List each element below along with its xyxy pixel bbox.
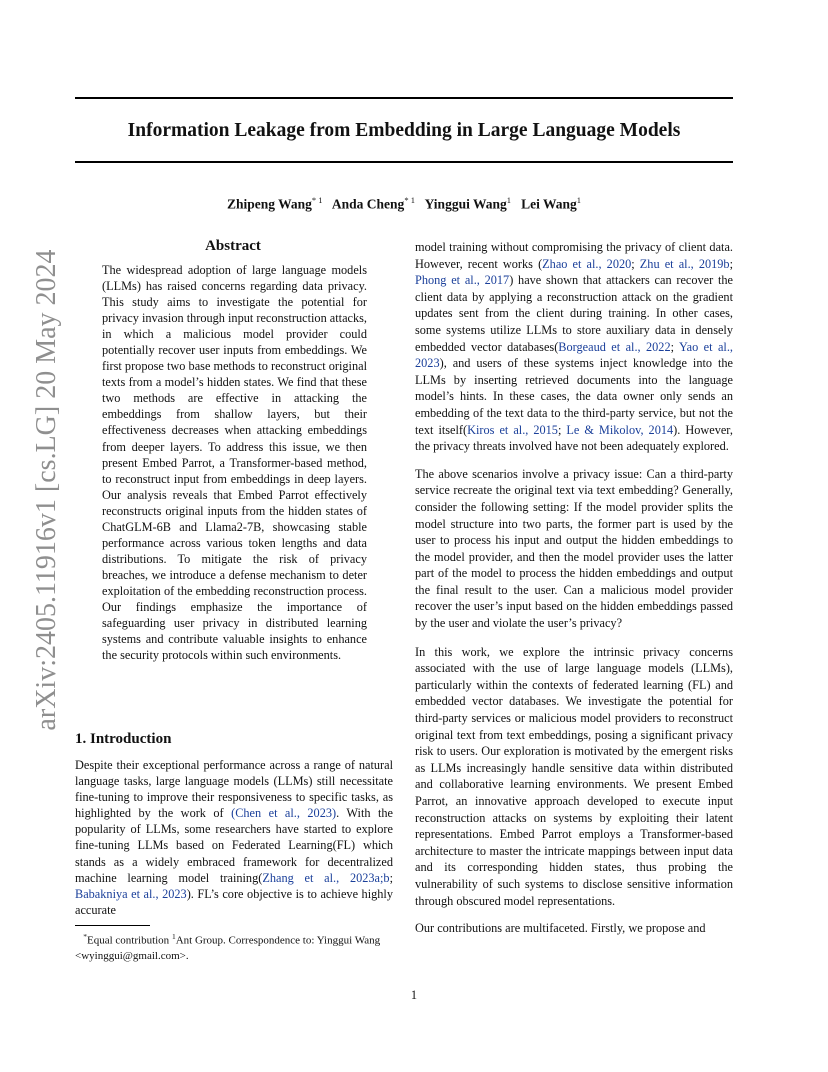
footnote-mark: 1	[171, 932, 176, 941]
paragraph-text: ), and users of these systems inject knowledge into the LLMs by inserting retrieved documents into the language model’s hints. In these cases, the data owner only sends an embedding of the text data to the third-party service, but not the text itself(	[415, 356, 733, 437]
abstract-heading: Abstract	[205, 238, 261, 254]
citation-link[interactable]: Kiros et al., 2015	[467, 422, 558, 437]
footnote	[75, 929, 393, 964]
paragraph-text: ;	[670, 339, 679, 354]
footnote-text: Equal contribution	[87, 934, 172, 947]
title-top-rule	[75, 97, 733, 99]
author-list	[75, 191, 733, 214]
author-affiliation-mark: * 1	[311, 195, 323, 205]
arxiv-stamp-text: arXiv:2405.11916v1 [cs.LG] 20 May 2024	[31, 249, 62, 731]
citation-link[interactable]: Zhu et al., 2019b	[639, 256, 730, 271]
paragraph-text: ). FL’s core objective is to achieve highly accurate	[75, 886, 393, 917]
paragraph-text: . With the popularity of LLMs, some researchers have started to explore fine-tuning LLMs based on Federated Learning(FL) which stands as a widely embraced framework for decentralized machine learning model training(	[75, 806, 393, 885]
author-name: Anda Cheng	[331, 196, 405, 212]
author-affiliation-mark: * 1	[404, 195, 415, 205]
body-paragraph	[415, 239, 733, 455]
citation-link[interactable]: (Chen et al., 2023)	[231, 806, 337, 821]
abstract-text: The widespread adoption of large language models (LLMs) has raised concerns regarding data privacy. This study aims to investigate the potential for privacy invasion through input reconstruction attacks, in which a malicious model provider could potentially recover user inputs from embeddings. We first propose two base methods to reconstruct original texts from a model’s hidden states. We find that these two methods are effective in attacking the embeddings from shallow layers, but their effectiveness decreases when attacking embeddings from deeper layers. To address this issue, we then present Embed Parrot, a Transformer-based method, to reconstruct input from embeddings in deep layers. Our analysis reveals that Embed Parrot effectively reconstructs original inputs from the hidden states of ChatGLM-6B and Llama2-7B, showcasing stable performance across various token lengths and data distributions. To mitigate the risk of privacy breaches, we introduce a defense mechanism to deter exploitation of the embedding reconstruction process. Our findings emphasize the importance of safeguarding user privacy in distributed learning systems and contribute valuable insights to enhance the security protocols within such environments.	[102, 263, 368, 663]
paragraph-text: ;	[389, 870, 394, 885]
author-affiliation-mark: 1	[576, 195, 582, 205]
citation-link[interactable]: Zhao et al., 2020	[542, 256, 632, 271]
body-paragraph: In this work, we explore the intrinsic privacy concerns associated with the use of large language models (LLMs), particularly within the contexts of federated learning (FL) and embedded vector databases. We investigate the potential for third-party services or malicious model providers to reconstruct original text from text embeddings, posing a significant privacy risk to users. Our exploration is motivated by the emergent risks as LLMs increasingly handle sensitive data within distributed and collaborative learning environments. We present Embed Parrot, an innovative approach developed to execute input reconstruction attacks on systems by exploiting their latent representations. Embed Parrot employs a Transformer-based architecture to master the intricate mappings between input data and its corresponding hidden states, thus probing the vulnerability of such systems to disclose sensitive information through obscured model representations.	[415, 644, 733, 908]
citation-link[interactable]: Zhang et al., 2023a;b	[262, 870, 390, 885]
paragraph-text: Despite their exceptional performance across a range of natural language tasks, large language models (LLMs) still necessitate fine-tuning to improve their responsiveness to specific tasks, as highlighted by the work of	[75, 758, 393, 821]
paragraph-text: ;	[729, 256, 733, 271]
citation-link[interactable]: Babakniya et al., 2023	[75, 886, 187, 901]
citation-link[interactable]: Borgeaud et al., 2022	[558, 339, 671, 354]
author-name: Zhipeng Wang	[226, 196, 312, 212]
paper-title: Information Leakage from Embedding in Large Language Models	[127, 120, 681, 141]
citation-link[interactable]: Yao et al., 2023	[415, 339, 733, 371]
citation-link[interactable]: Phong et al., 2017	[415, 273, 510, 288]
paragraph-text: ). However, the privacy threats involved have not been adequately explored.	[415, 422, 733, 454]
page-number: 1	[410, 988, 418, 1002]
body-paragraph: Our contributions are multifaceted. Firstly, we propose and	[415, 921, 706, 936]
right-column	[415, 239, 733, 948]
introduction-heading: 1. Introduction	[75, 731, 172, 747]
author-name: Yinggui Wang	[424, 196, 507, 212]
paragraph-text: model training without compromising the privacy of client data. However, recent works (	[415, 240, 733, 271]
citation-link[interactable]: Le & Mikolov, 2014	[566, 422, 674, 437]
paragraph-text: ;	[631, 256, 640, 271]
body-paragraph: The above scenarios involve a privacy issue: Can a third-party service recreate the original text via text embedding? Generally, consider the following setting: If the model provider splits the model structure into two parts, the former part is used by the user to process his input and output the hidden embeddings to the model provider, and then the model provider uses the latter part of the model to process the hidden embeddings and output the final result to the user. Can a malicious model provider recover the user’s input based on the hidden embeddings passed by the user and violate the user’s privacy?	[415, 466, 733, 631]
footnote-rule	[75, 925, 150, 926]
footnote-text: Ant Group. Correspondence to: Yinggui Wang <wyinggui@gmail.com>.	[75, 934, 381, 962]
footnote-mark: *	[83, 932, 87, 941]
title-bottom-rule	[75, 161, 733, 163]
author-affiliation-mark: 1	[506, 195, 511, 205]
introduction-paragraph	[75, 757, 393, 918]
author-name: Lei Wang	[521, 196, 577, 212]
paragraph-text: ) have shown that attackers can recover the client data by applying a reconstruction attack on the gradient updates sent from the client during training. In other cases, some systems utilize LLMs to store auxiliary data in densely embedded vector databases(	[415, 273, 733, 354]
paragraph-text: ;	[557, 422, 567, 437]
